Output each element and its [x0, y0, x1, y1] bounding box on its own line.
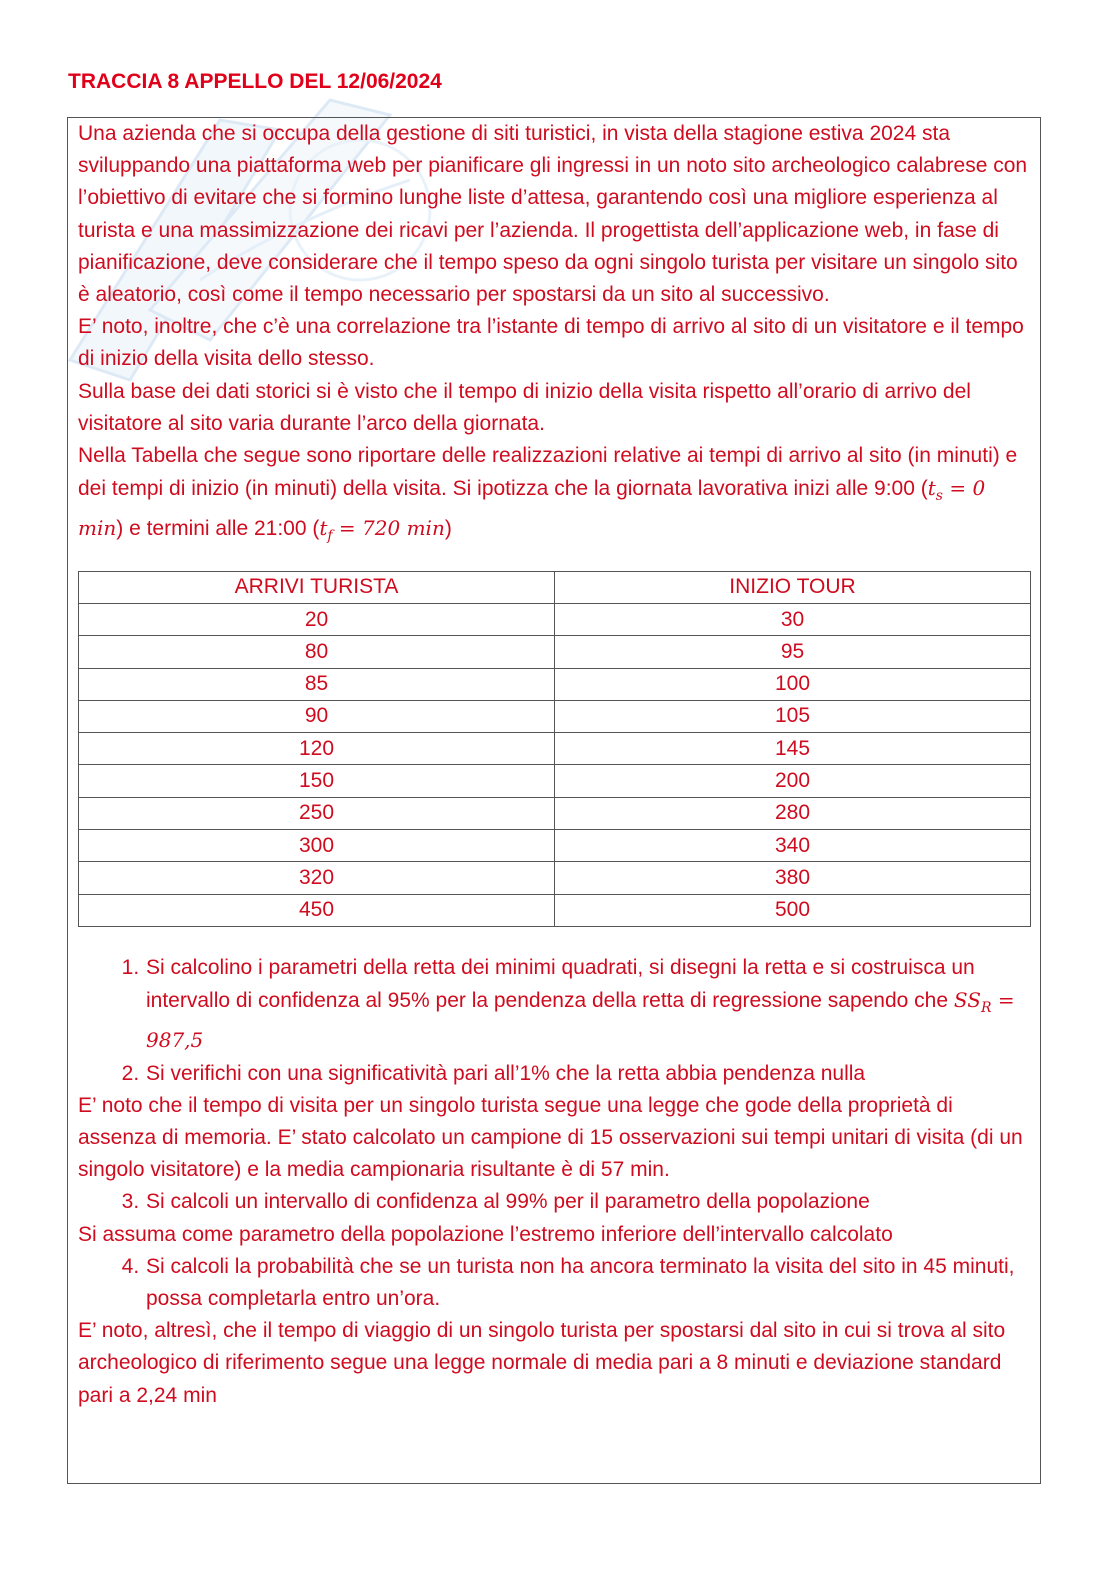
- table-row: [79, 636, 1031, 668]
- intro-text-c: ): [444, 517, 452, 541]
- question-1: 1. Si calcolino i parametri della retta dei minimi quadrati, si disegni la retta e si costruisca un intervallo di confidenza al 95% per la pendenza della retta di regressione sapendo che $SS_R = 987,5$: [145, 952, 1030, 1058]
- table-row: [79, 668, 1031, 700]
- table-row: [79, 830, 1031, 862]
- question-list-1: [78, 952, 1030, 1090]
- table-cell: 105: [555, 700, 1031, 732]
- intro-text-b: ) e termini alle 21:00 (: [116, 517, 320, 541]
- exercise-content: [78, 118, 1030, 1412]
- question-2: 2. Si verifichi con una significatività pari all’1% che la retta abbia pendenza nulla: [145, 1058, 1030, 1090]
- context-paragraph-2: Si assuma come parametro della popolazione l’estremo inferiore dell’intervallo calcolato: [78, 1222, 893, 1246]
- data-table: [78, 571, 1031, 927]
- table-row: [79, 603, 1031, 635]
- table-row: [79, 862, 1031, 894]
- table-cell: 150: [79, 765, 555, 797]
- table-cell: 450: [79, 894, 555, 926]
- table-cell: 300: [79, 830, 555, 862]
- table-row: [79, 700, 1031, 732]
- question-list-2: [78, 1186, 1030, 1218]
- page-title: TRACCIA 8 APPELLO DEL 12/06/2024: [68, 70, 442, 93]
- question-3: 3. Si calcoli un intervallo di confidenza al 99% per il parametro della popolazione: [145, 1186, 1030, 1218]
- table-cell: 280: [555, 797, 1031, 829]
- table-header-row: [79, 571, 1031, 603]
- table-cell: 320: [79, 862, 555, 894]
- intro-paragraph-4: [78, 440, 1030, 553]
- table-cell: 85: [79, 668, 555, 700]
- table-cell: 90: [79, 700, 555, 732]
- formula-ssr: $SS_R = 987,5$: [146, 988, 1015, 1053]
- column-header-arrivi: ARRIVI TURISTA: [79, 571, 555, 603]
- table-cell: 500: [555, 894, 1031, 926]
- table-row: [79, 894, 1031, 926]
- question-4: 4. Si calcoli la probabilità che se un turista non ha ancora terminato la visita del sito in 45 minuti, possa completarla entro un’ora.: [145, 1251, 1030, 1315]
- intro-text-a: Nella Tabella che segue sono riportare delle realizzazioni relative ai tempi di arrivo al sito (in minuti) e dei tempi di inizio (in minuti) della visita. Si ipotizza che la giornata lavorativa inizi alle 9:00 (: [78, 444, 1018, 501]
- formula-tf: $t_f = 720$ min: [319, 516, 445, 545]
- intro-paragraph-3: Sulla base dei dati storici si è visto che il tempo di inizio della visita rispetto all’orario di arrivo del visitatore al sito varia durante l’arco della giornata.: [78, 379, 971, 435]
- formula-ts: $t_s = 0$ min: [78, 476, 986, 541]
- table-cell: 100: [555, 668, 1031, 700]
- table-cell: 95: [555, 636, 1031, 668]
- column-header-inizio: INIZIO TOUR: [555, 571, 1031, 603]
- table-cell: 80: [79, 636, 555, 668]
- table-row: [79, 797, 1031, 829]
- table-cell: 30: [555, 603, 1031, 635]
- context-paragraph-1: E’ noto che il tempo di visita per un singolo turista segue una legge che gode della proprietà di assenza di memoria. E’ stato calcolato un campione di 15 osservazioni sui tempi unitari di visita (di un singolo visitatore) e la media campionaria risultante è di 57 min.: [78, 1093, 1023, 1182]
- table-cell: 340: [555, 830, 1031, 862]
- table-cell: 200: [555, 765, 1031, 797]
- table-cell: 380: [555, 862, 1031, 894]
- table-row: [79, 765, 1031, 797]
- table-cell: 120: [79, 733, 555, 765]
- question-list-3: [78, 1251, 1030, 1315]
- table-cell: 250: [79, 797, 555, 829]
- intro-paragraph-2: E’ noto, inoltre, che c’è una correlazione tra l’istante di tempo di arrivo al sito di un visitatore e il tempo di inizio della visita dello stesso.: [78, 315, 1024, 371]
- intro-paragraph-1: Una azienda che si occupa della gestione di siti turistici, in vista della stagione estiva 2024 sta sviluppando una piattaforma web per pianificare gli ingressi in un noto sito archeologico calabrese con l’obiettivo di evitare che si formino lunghe liste d’attesa, garantendo così una migliore esperienza al turista e una massimizzazione dei ricavi per l’azienda. Il progettista dell’applicazione web, in fase di pianificazione, deve considerare che il tempo speso da ogni singolo turista per visitare un singolo sito è aleatorio, così come il tempo necessario per spostarsi da un sito al successivo.: [78, 122, 1028, 307]
- table-row: [79, 733, 1031, 765]
- closing-paragraph: E’ noto, altresì, che il tempo di viaggio di un singolo turista per spostarsi dal sito in cui si trova al sito archeologico di riferimento segue una legge normale di media pari a 8 minuti e deviazione standard pari a 2,24 min: [78, 1319, 1006, 1407]
- table-cell: 20: [79, 603, 555, 635]
- table-cell: 145: [555, 733, 1031, 765]
